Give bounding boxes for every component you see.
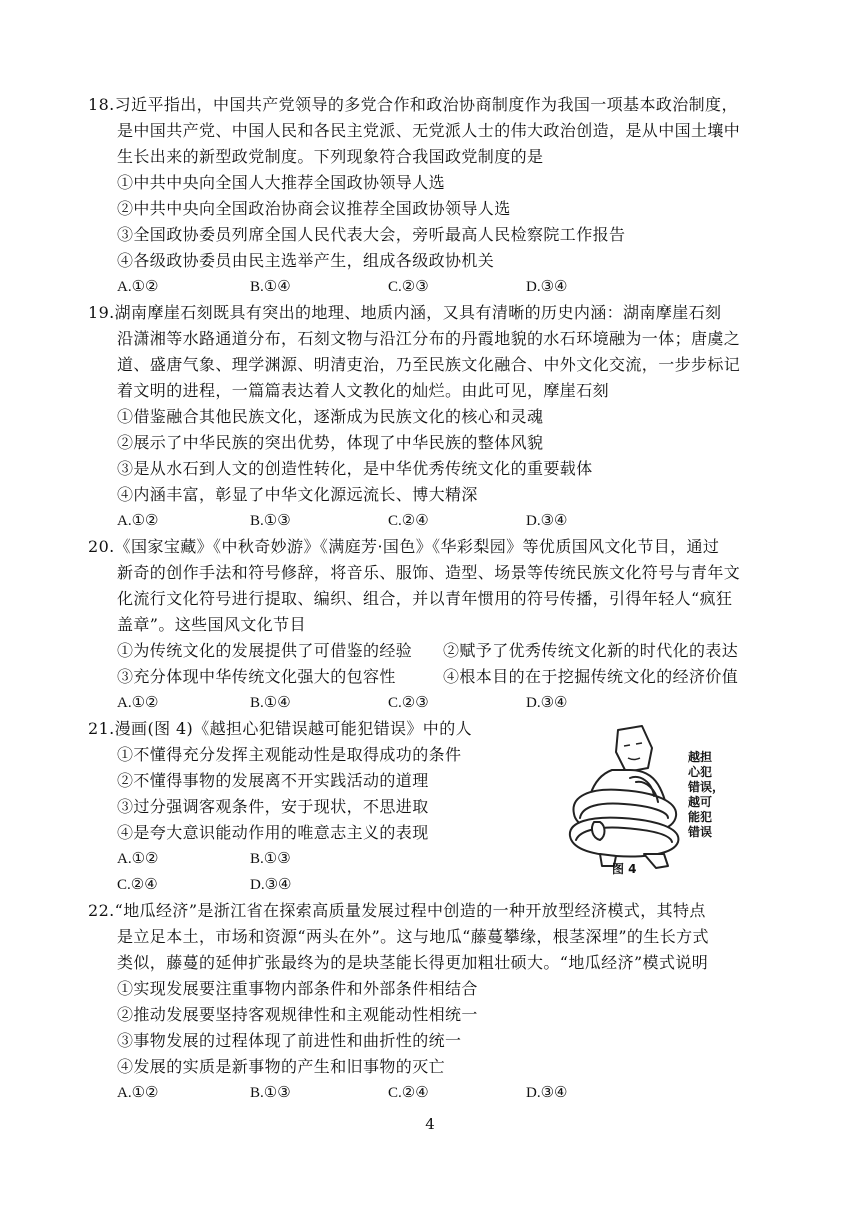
statement-option: ①借鉴融合其他民族文化，逐渐成为民族文化的核心和灵魂 xyxy=(117,407,544,426)
cartoon-figure-4 xyxy=(560,718,740,878)
answer-choice-b: B.①③ xyxy=(250,851,291,867)
statement-option: ②推动发展要坚持客观规律性和主观能动性相统一 xyxy=(117,1005,478,1024)
cartoon-caption-line: 越可 xyxy=(688,795,713,809)
answer-choice-d: D.③④ xyxy=(250,877,292,893)
answer-choice-c: C.②④ xyxy=(388,1085,429,1101)
statement-option: ②不懂得事物的发展离不开实践活动的道理 xyxy=(117,771,429,790)
answer-choice-a: A.①② xyxy=(117,695,159,711)
question-stem-line: 新奇的创作手法和符号修辞，将音乐、服饰、造型、场景等传统民族文化符号与青年文 xyxy=(117,563,741,582)
question-stem-line: 道、盛唐气象、理学渊源、明清吏治，乃至民族文化融合、中外文化交流，一步步标记 xyxy=(117,355,741,374)
answer-choice-a: A.①② xyxy=(117,513,159,529)
answer-choice-b: B.①③ xyxy=(250,513,291,529)
question-stem-line: 20.《国家宝藏》《中秋奇妙游》《满庭芳·国色》《华彩梨园》等优质国风文化节目，通过 xyxy=(88,537,720,556)
question-stem-line: 着文明的进程，一篇篇表达着人文教化的灿烂。由此可见，摩崖石刻 xyxy=(117,381,610,400)
answer-choice-b: B.①④ xyxy=(250,695,291,711)
answer-choice-a: A.①② xyxy=(117,279,159,295)
question-stem-line: 是立足本土，市场和资源“两头在外”。这与地瓜“藤蔓攀缘，根茎深埋”的生长方式 xyxy=(117,927,709,946)
statement-option: ②展示了中华民族的突出优势，体现了中华民族的整体风貌 xyxy=(117,433,544,452)
answer-choice-c: C.②④ xyxy=(117,877,158,893)
question-stem-line: 沿潇湘等水路通道分布，石刻文物与沿江分布的丹霞地貌的水石环境融为一体；唐虞之 xyxy=(117,329,741,348)
answer-choice-b: B.①④ xyxy=(250,279,291,295)
question-stem-line: 生长出来的新型政党制度。下列现象符合我国政党制度的是 xyxy=(117,147,544,166)
cartoon-caption-line: 错误， xyxy=(688,780,725,794)
answer-choice-a: A.①② xyxy=(117,851,159,867)
statement-option: ③是从水石到人文的创造性转化，是中华优秀传统文化的重要载体 xyxy=(117,459,593,478)
question-stem-line: 22.“地瓜经济”是浙江省在探索高质量发展过程中创造的一种开放型经济模式，其特点 xyxy=(88,901,706,920)
statement-option: ③充分体现中华传统文化强大的包容性 xyxy=(117,667,396,686)
answer-choice-b: B.①③ xyxy=(250,1085,291,1101)
statement-option: ①为传统文化的发展提供了可借鉴的经验 xyxy=(117,641,413,660)
question-stem-line: 是中国共产党、中国人民和各民主党派、无党派人士的伟大政治创造，是从中国土壤中 xyxy=(117,121,741,140)
question-stem-line: 21.漫画(图 4)《越担心犯错误越可能犯错误》中的人 xyxy=(88,719,472,738)
answer-choice-d: D.③④ xyxy=(526,1085,568,1101)
cartoon-caption-line: 越担 xyxy=(688,750,713,764)
question-stem-line: 化流行文化符号进行提取、编织、组合，并以青年惯用的符号传播，引得年轻人“疯狂 xyxy=(117,589,733,608)
question-stem-line: 盖章”。这些国风文化节目 xyxy=(117,615,306,634)
statement-option: ③过分强调客观条件，安于现状，不思进取 xyxy=(117,797,429,816)
answer-choice-c: C.②③ xyxy=(388,279,429,295)
statement-option: ④发展的实质是新事物的产生和旧事物的灭亡 xyxy=(117,1057,446,1076)
statement-option: ④根本目的在于挖掘传统文化的经济价值 xyxy=(443,667,739,686)
question-stem-line: 类似，藤蔓的延伸扩张最终为的是块茎能长得更加粗壮硕大。“地瓜经济”模式说明 xyxy=(117,953,709,972)
answer-choice-c: C.②③ xyxy=(388,695,429,711)
answer-choice-c: C.②④ xyxy=(388,513,429,529)
figure-caption: 图 4 xyxy=(612,862,637,876)
answer-choice-d: D.③④ xyxy=(526,279,568,295)
answer-choice-a: A.①② xyxy=(117,1085,159,1101)
cartoon-caption-line: 错误 xyxy=(688,825,713,839)
statement-option: ③事物发展的过程体现了前进性和曲折性的统一 xyxy=(117,1031,462,1050)
statement-option: ④内涵丰富，彰显了中华文化源远流长、博大精深 xyxy=(117,485,478,504)
statement-option: ③全国政协委员列席全国人民代表大会，旁听最高人民检察院工作报告 xyxy=(117,225,626,244)
answer-choice-d: D.③④ xyxy=(526,513,568,529)
answer-choice-d: D.③④ xyxy=(526,695,568,711)
statement-option: ④各级政协委员由民主选举产生，组成各级政协机关 xyxy=(117,251,495,270)
statement-option: ④是夸大意识能动作用的唯意志主义的表现 xyxy=(117,823,429,842)
statement-option: ②中共中央向全国政治协商会议推荐全国政协领导人选 xyxy=(117,199,511,218)
question-stem-line: 18.习近平指出，中国共产党领导的多党合作和政治协商制度作为我国一项基本政治制度， xyxy=(88,95,738,114)
statement-option: ①中共中央向全国人大推荐全国政协领导人选 xyxy=(117,173,446,192)
statement-option: ①实现发展要注重事物内部条件和外部条件相结合 xyxy=(117,979,478,998)
page-number: 4 xyxy=(425,1115,435,1133)
cartoon-caption-line: 能犯 xyxy=(688,810,713,824)
question-stem-line: 19.湖南摩崖石刻既具有突出的地理、地质内涵，又具有清晰的历史内涵：湖南摩崖石刻 xyxy=(88,303,722,322)
statement-option: ①不懂得充分发挥主观能动性是取得成功的条件 xyxy=(117,745,462,764)
cartoon-caption-line: 心犯 xyxy=(688,765,713,779)
statement-option: ②赋予了优秀传统文化新的时代化的表达 xyxy=(443,641,739,660)
